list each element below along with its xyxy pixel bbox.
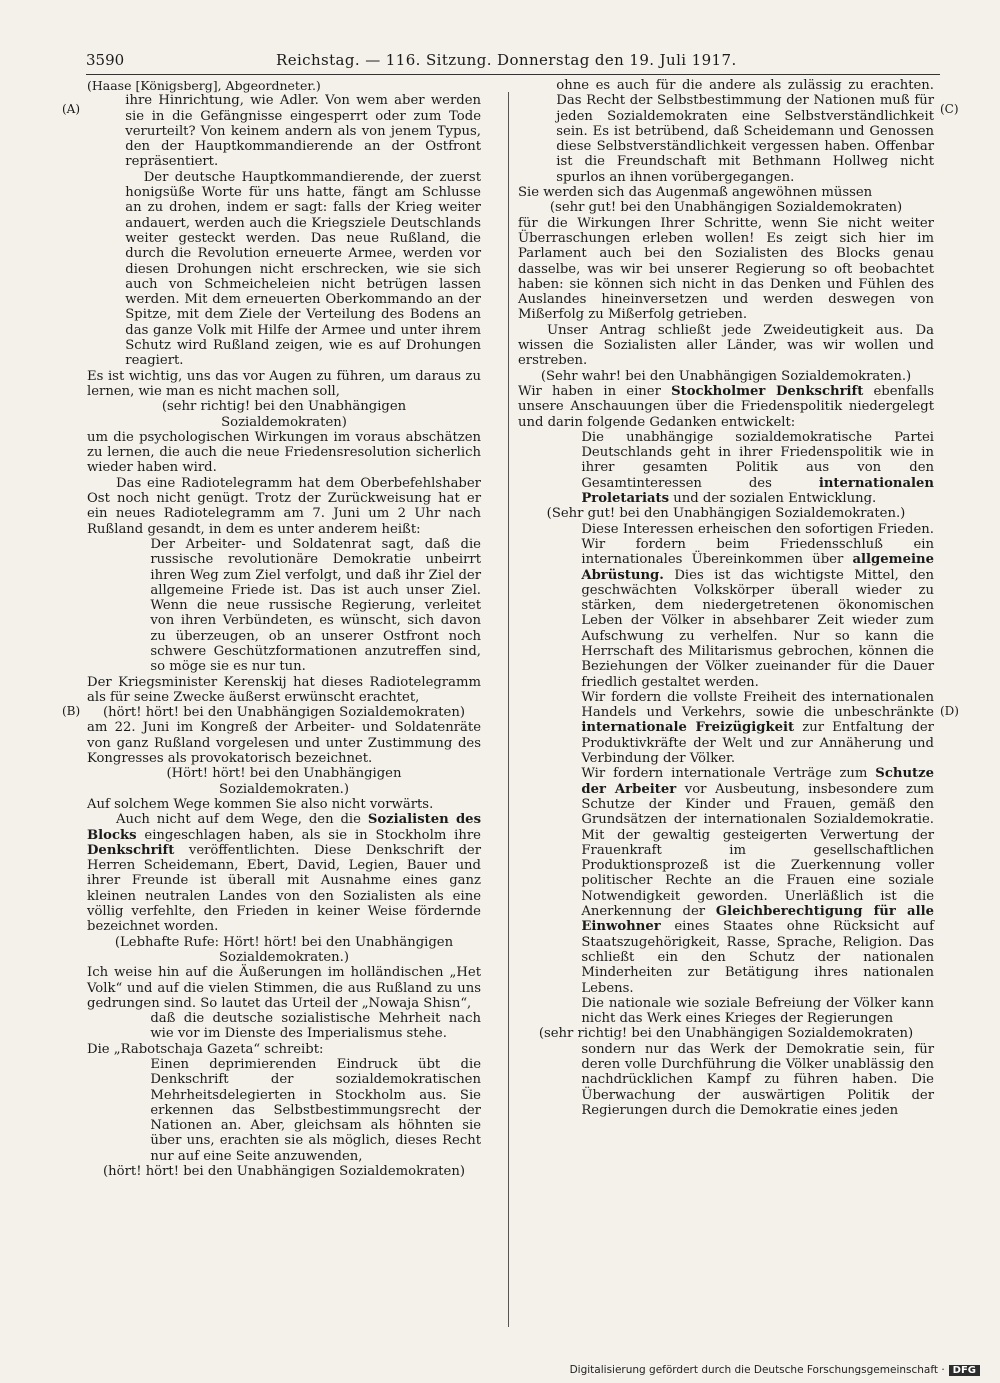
emphasis: internationale Freizügigkeit xyxy=(581,720,795,736)
speaker-line: (Haase [Königsberg], Abgeordneter.) xyxy=(87,78,321,93)
text-run: Diese Interessen erheischen den sofortigen Frieden. Wir fordern beim Friedensschluß ein internationales Übereinkommen über xyxy=(581,521,934,568)
quotation: Der Arbeiter- und Soldatenrat sagt, daß die russische revolutionäre Demokratie unbeirrt ihren Weg zum Ziel verfolgt, und daß ihr Ziel der allgemeine Friede ist. Das ist auch unser Ziel. Wenn die neue russische Regierung, verleitet von ihren Verbündeten, es wünscht, sich davon zu überzeugen, ob an unserer Ostfront noch schwere Geschützformationen anzutreffen sind, so möge sie es nur tun. xyxy=(150,536,481,675)
text-run: Die unabhängige sozialdemokratische Partei Deutschlands geht in ihrer Friedenspolitik wie in ihrer gesamten Politik aus von den Gesamtinteressen des xyxy=(581,429,934,491)
paragraph: Die „Rabotschaja Gazeta“ schreibt: xyxy=(87,1041,324,1057)
emphasis: Stockholmer Denkschrift xyxy=(671,383,864,399)
quotation: ohne es auch für die andere als zulässig zu erachten. Das Recht der Selbstbestimmung der Nationen muß für jeden Sozialdemokraten eine Selbstverständlichkeit sein. Es ist betrübend, daß Scheidemann und Genossen diese Selbstverständlichkeit vergessen haben. Offenbar ist die Freundschaft mit Bethmann Hollweg nicht spurlos an ihnen vorübergegangen. xyxy=(556,78,934,185)
quotation xyxy=(518,522,934,690)
interjection: (Sehr wahr! bei den Unabhängigen Sozialdemokraten.) xyxy=(540,368,912,384)
quotation xyxy=(518,766,934,995)
text-run: eingeschlagen haben, als sie in Stockholm ihre xyxy=(136,827,481,843)
paragraph: am 22. Juni im Kongreß der Arbeiter- und Soldatenräte von ganz Rußland vorgelesen und unter Zustimmung des Kongresses als provokatorisch bezeichnet. xyxy=(87,720,481,767)
paragraph: Es ist wichtig, uns das vor Augen zu führen, um daraus zu lernen, wie man es nicht machen soll, xyxy=(87,368,481,399)
left-column xyxy=(87,78,481,1179)
interjection: (sehr richtig! bei den Unabhängigen Sozialdemokraten) xyxy=(538,1026,914,1042)
paragraph: um die psychologischen Wirkungen im voraus abschätzen zu lernen, die auch die neue Friedensresolution sicherlich wieder haben wird. xyxy=(87,429,481,476)
text-run: veröffentlichten. Diese Denkschrift der Herren Scheidemann, Ebert, David, Legien, Bauer und ihrer Freunde ist überall mit Ausnahme eines ganz kleinen neutralen Landes von den Sozialisten als eine völlig verfehlte, den Frieden in keiner Weise fördernde bezeichnet worden. xyxy=(87,842,481,935)
text-run: ebenfalls unsere Anschauungen über die Friedenspolitik niedergelegt und darin folgende Gedanken entwickelt: xyxy=(518,383,934,430)
paragraph: Das eine Radiotelegramm hat dem Oberbefehlshaber Ost noch nicht genügt. Trotz der Zurückweisung hat er ein neues Radiotelegramm am 7. Juni um 2 Uhr nach Rußland gesandt, in dem es unter anderem heißt: xyxy=(87,475,481,537)
paragraph: für die Wirkungen Ihrer Schritte, wenn Sie nicht weiter Überraschungen erleben wollen! Es zeigt sich hier im Parlament auch bei den Sozialisten des Blocks genau dasselbe, was wir bei unserer Regierung so oft beobachtet haben: sie können sich nicht in das Denken und Fühlen des Auslandes hineinversetzen und werden deswegen von Mißerfolg zu Mißerfolg getrieben. xyxy=(518,215,934,323)
paragraph: Unser Antrag schließt jede Zweideutigkeit aus. Da wissen die Sozialisten aller Länder, was wir wollen und erstreben. xyxy=(518,322,934,369)
text-run: vor Ausbeutung, insbesondere zum Schutze der Kinder und Frauen, gemäß den Grundsätzen der internationalen Sozialdemokratie. Mit der gewaltig gesteigerten Verwertung der Frauenkraft im gesellschaftlichen Produktionsprozeß ist die Zuerkennung voller politischer Rechte an die Frauen eine soziale Notwendigkeit geworden. Unerläßlich ist die Anerkennung der xyxy=(581,781,934,920)
quotation: daß die deutsche sozialistische Mehrheit nach wie vor im Dienste des Imperialismus stehe. xyxy=(150,1011,481,1042)
quotation xyxy=(518,690,934,766)
interjection: (sehr richtig! bei den Unabhängigen Sozialdemokraten) xyxy=(161,399,407,430)
margin-marker-c: (C) xyxy=(940,102,959,116)
margin-marker-d: (D) xyxy=(940,704,959,718)
text-run: zur Entfaltung der Produktivkräfte der Welt und zur Annäherung und Verbindung der Völker. xyxy=(581,720,934,767)
paragraph: Der Kriegsminister Kerenskij hat dieses Radiotelegramm als für seine Zwecke äußerst erwünscht erachtet, xyxy=(87,674,481,705)
interjection: (Lebhafte Rufe: Hört! hört! bei den Unabhängigen Sozialdemokraten.) xyxy=(114,934,454,965)
text-run: und der sozialen Entwicklung. xyxy=(669,491,877,507)
text-run: Dies ist das wichtigste Mittel, den geschwächten Volkskörper überall wieder zu stärken, dem niedergetretenen ökonomischen Leben der Völker in absehbarer Zeit wieder zum Aufschwung zu verhelfen. Nur so kann die Herrschaft des Militarismus gebrochen, können die Beziehungen der Völker zueinander für die Dauer friedlich gestaltet werden. xyxy=(581,567,934,690)
emphasis: Gleichberechtigung für alle Einwohner xyxy=(581,904,934,935)
paragraph xyxy=(87,812,481,934)
paragraph: Sie werden sich das Augenmaß angewöhnen müssen xyxy=(518,185,873,201)
column-divider xyxy=(508,92,509,1327)
quotation xyxy=(518,430,934,506)
page-number: 3590 xyxy=(86,51,125,69)
interjection: (Hört! hört! bei den Unabhängigen Sozialdemokraten.) xyxy=(166,766,402,797)
credit-text: Digitalisierung gefördert durch die Deutsche Forschungsgemeinschaft · xyxy=(569,1364,945,1376)
emphasis: allgemeine Abrüstung. xyxy=(581,552,934,583)
digitization-credit xyxy=(570,1364,980,1376)
text-run: eines Staates ohne Rücksicht auf Staatszugehörigkeit, Rasse, Sprache, Religion. Das schließt ein den Schutz der nationalen Minderheiten zur Betätigung ihres nationalen Lebens. xyxy=(581,919,934,996)
emphasis: Schutze der Arbeiter xyxy=(581,766,934,797)
paragraph: Der deutsche Hauptkommandierende, der zuerst honigsüße Worte für uns hatte, fängt am Schlusse an zu drohen, indem er sagt: falls der Krieg weiter andauert, werden auch die Kriegsziele Deutschlands weiter gesteckt werden. Das neue Rußland, die durch die Revolution erneuerte Armee, werden vor diesen Drohungen nicht erschrecken, wie sie sich auch von Schmeicheleien nicht betrügen lassen werden. Mit dem erneuerten Oberkommando an der Spitze, mit dem Ziele der Verteilung des Bodens an das ganze Volk mit Hilfe der Armee und unter ihrem Schutz wird Rußland zeigen, wie es auf Drohungen reagiert. xyxy=(125,169,481,369)
text-run: Wir fordern internationale Verträge zum xyxy=(581,766,876,782)
margin-marker-a: (A) xyxy=(62,102,81,116)
interjection: (sehr gut! bei den Unabhängigen Sozialdemokraten) xyxy=(549,200,903,216)
interjection: (Sehr gut! bei den Unabhängigen Sozialdemokraten.) xyxy=(546,506,906,522)
paragraph: Ich weise hin auf die Äußerungen im holländischen „Het Volk“ und auf die vielen Stimmen, die aus Rußland zu uns gedrungen sind. So lautet das Urteil der „Nowaja Shisn“, xyxy=(87,965,481,1011)
running-title: Reichstag. — 116. Sitzung. Donnerstag den 19. Juli 1917. xyxy=(276,51,737,69)
dfg-logo: DFG xyxy=(949,1365,980,1376)
paragraph xyxy=(518,384,934,430)
emphasis: internationalen Proletariats xyxy=(581,475,934,507)
right-column xyxy=(518,78,934,1118)
text-run: Wir haben in einer xyxy=(518,383,672,399)
text-run: Auch nicht auf dem Wege, den die xyxy=(116,812,368,828)
interjection: (hört! hört! bei den Unabhängigen Sozialdemokraten) xyxy=(103,705,465,721)
quotation: Einen deprimierenden Eindruck übt die Denkschrift der sozialdemokratischen Mehrheitsdelegierten in Stockholm aus. Sie erkennen das Selbstbestimmungsrecht der Nationen an. Aber, gleichsam als höhnten sie über uns, erachten sie als möglich, dieses Recht nur auf eine Seite anzuwenden, xyxy=(150,1057,481,1164)
emphasis: Denkschrift xyxy=(87,842,175,858)
paragraph: ihre Hinrichtung, wie Adler. Von wem aber werden sie in die Gefängnisse eingesperrt oder zum Tode verurteilt? Von keinem andern als von jenem Typus, den der Hauptkommandierende an der Ostfront repräsentiert. xyxy=(125,93,481,170)
margin-marker-b: (B) xyxy=(62,704,81,718)
emphasis: Sozialisten des Blocks xyxy=(87,812,481,843)
quotation: sondern nur das Werk der Demokratie sein, für deren volle Durchführung die Völker unablässig den nachdrücklichen Kampf zu führen haben. Die Überwachung der auswärtigen Politik der Regierungen durch die Demokratie eines jeden xyxy=(581,1041,934,1118)
interjection: (hört! hört! bei den Unabhängigen Sozialdemokraten) xyxy=(103,1164,465,1180)
page-header xyxy=(86,50,940,75)
paragraph: Auf solchem Wege kommen Sie also nicht vorwärts. xyxy=(87,796,434,812)
text-run: Wir fordern die vollste Freiheit des internationalen Handels und Verkehrs, sowie die unbeschränkte xyxy=(581,689,934,721)
quotation: Die nationale wie soziale Befreiung der Völker kann nicht das Werk eines Krieges der Regierungen xyxy=(581,995,934,1027)
